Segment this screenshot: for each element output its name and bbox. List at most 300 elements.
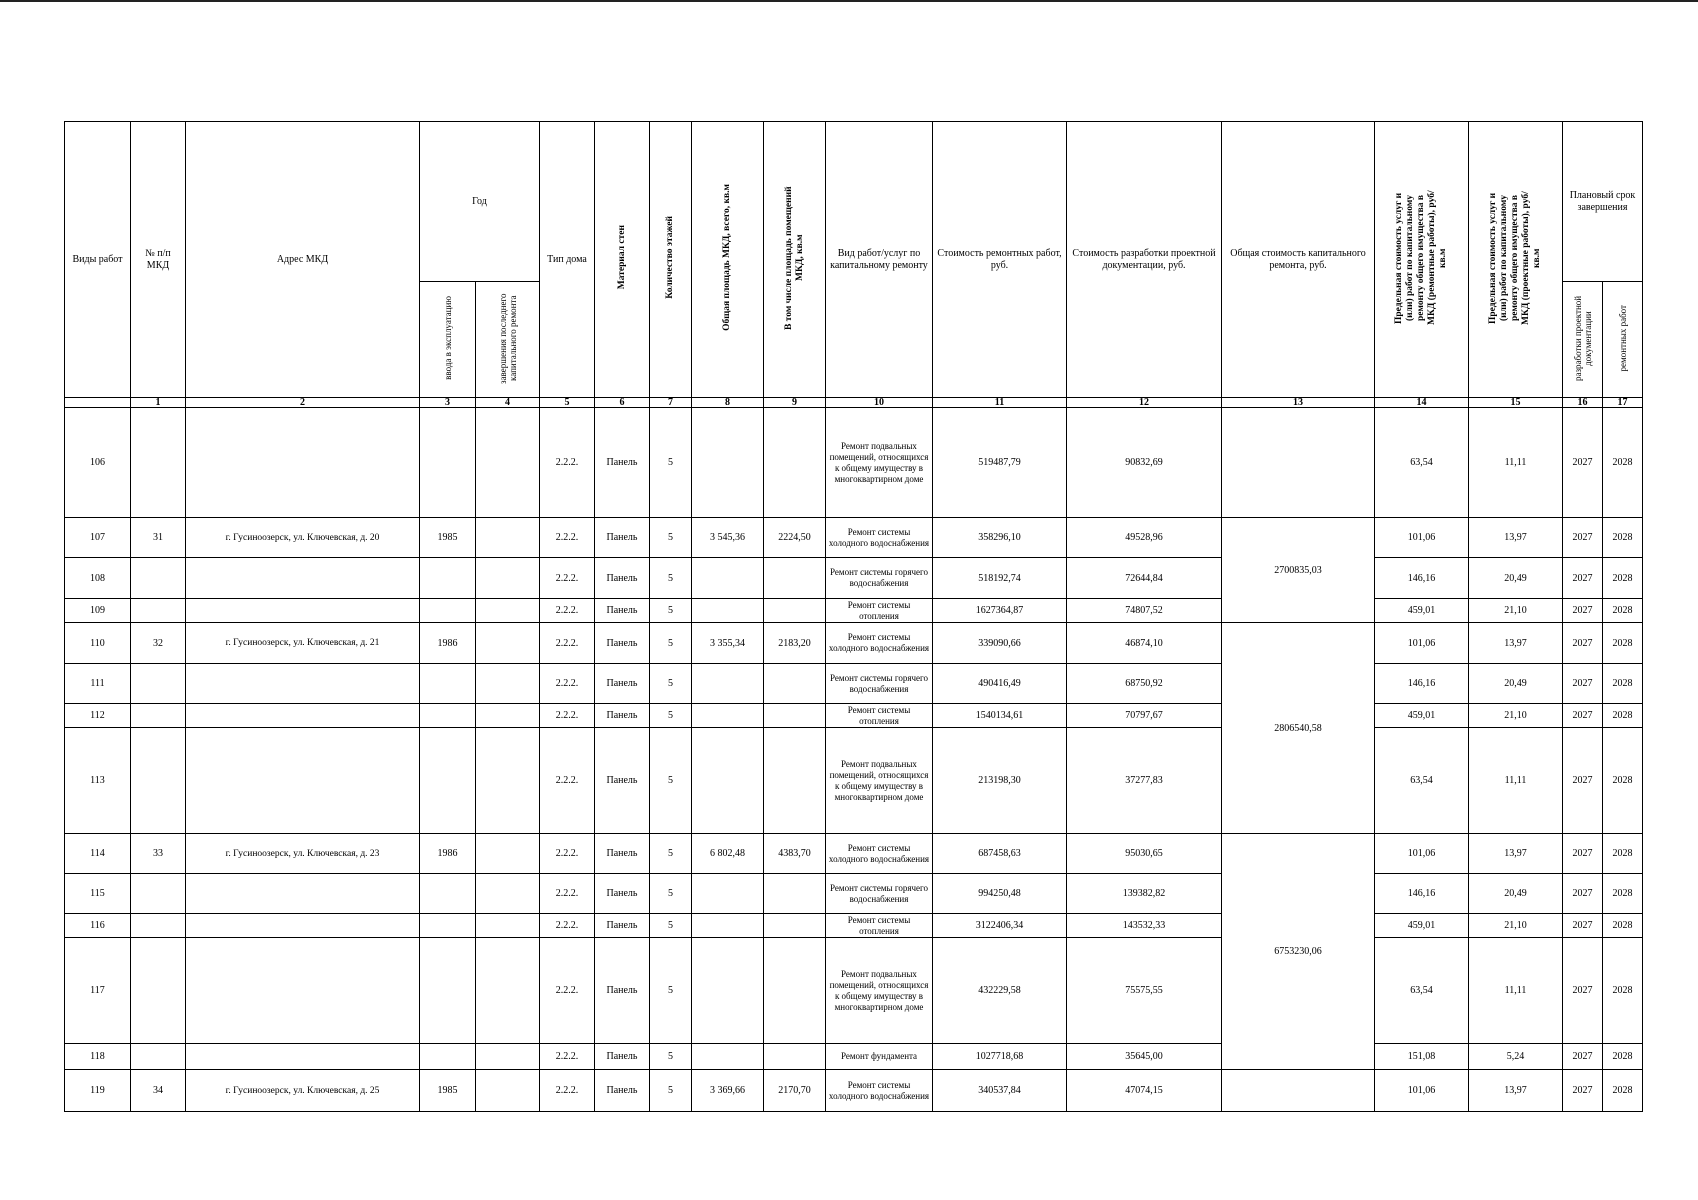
column-number: 5 — [540, 398, 595, 408]
row-year-commission — [420, 914, 476, 938]
row-year-last-repair — [476, 728, 540, 834]
row-service: Ремонт системы холодного водоснабжения — [826, 1070, 933, 1112]
row-service: Ремонт системы горячего водоснабжения — [826, 558, 933, 599]
row-area-premises — [764, 874, 826, 914]
row-service: Ремонт системы отопления — [826, 704, 933, 728]
row-address: г. Гусиноозерск, ул. Ключевская, д. 25 — [186, 1070, 420, 1112]
row-limit-design: 21,10 — [1469, 599, 1563, 623]
table-row — [65, 1044, 1643, 1070]
row-wall-material: Панель — [595, 914, 650, 938]
row-deadline-design: 2027 — [1563, 834, 1603, 874]
row-deadline-design: 2027 — [1563, 623, 1603, 664]
row-design-cost: 139382,82 — [1067, 874, 1222, 914]
row-area-total: 3 545,36 — [692, 518, 764, 558]
header-area-premises-text: В том числе площадь помещений МКД, кв.м — [783, 185, 805, 330]
row-year-commission: 1985 — [420, 518, 476, 558]
row-wall-material: Панель — [595, 704, 650, 728]
row-deadline-repair: 2028 — [1603, 664, 1643, 704]
column-number: 13 — [1222, 398, 1375, 408]
header-wall-text: Материал стен — [616, 225, 627, 290]
row-year-commission — [420, 1044, 476, 1070]
row-total-cost: 2806540,58 — [1222, 623, 1375, 834]
row-design-cost: 90832,69 — [1067, 408, 1222, 518]
table-row — [65, 1070, 1643, 1112]
row-address — [186, 704, 420, 728]
row-limit-design: 13,97 — [1469, 1070, 1563, 1112]
header-house-type: Тип дома — [540, 122, 595, 398]
row-address: г. Гусиноозерск, ул. Ключевская, д. 23 — [186, 834, 420, 874]
row-design-cost: 46874,10 — [1067, 623, 1222, 664]
row-address — [186, 408, 420, 518]
header-floors-text: Количество этажей — [665, 216, 675, 299]
row-limit-repair: 101,06 — [1375, 518, 1469, 558]
row-limit-design: 13,97 — [1469, 518, 1563, 558]
row-year-commission — [420, 704, 476, 728]
row-deadline-design: 2027 — [1563, 914, 1603, 938]
row-design-cost: 35645,00 — [1067, 1044, 1222, 1070]
header-area-premises — [764, 122, 826, 398]
row-repair-cost: 340537,84 — [933, 1070, 1067, 1112]
row-deadline-design: 2027 — [1563, 1070, 1603, 1112]
row-area-premises — [764, 938, 826, 1044]
row-design-cost: 37277,83 — [1067, 728, 1222, 834]
row-floors: 5 — [650, 704, 692, 728]
row-area-premises — [764, 558, 826, 599]
row-limit-design: 11,11 — [1469, 728, 1563, 834]
row-wall-material: Панель — [595, 1070, 650, 1112]
row-year-commission: 1986 — [420, 623, 476, 664]
row-repair-cost: 994250,48 — [933, 874, 1067, 914]
row-wall-material: Панель — [595, 938, 650, 1044]
header-deadline-repair-text: ремонтных работ — [1617, 304, 1628, 372]
row-year-last-repair — [476, 834, 540, 874]
row-house-type: 2.2.2. — [540, 728, 595, 834]
row-house-number — [131, 874, 186, 914]
row-wall-material: Панель — [595, 558, 650, 599]
row-address — [186, 664, 420, 704]
row-wall-material: Панель — [595, 1044, 650, 1070]
row-deadline-repair: 2028 — [1603, 874, 1643, 914]
row-address — [186, 874, 420, 914]
row-floors: 5 — [650, 599, 692, 623]
row-limit-design: 20,49 — [1469, 874, 1563, 914]
header-repair-cost: Стоимость ремонтных работ, руб. — [933, 122, 1067, 398]
row-deadline-repair: 2028 — [1603, 914, 1643, 938]
row-limit-repair: 63,54 — [1375, 728, 1469, 834]
header-deadline-design-text: разработки проектной документации — [1572, 295, 1593, 381]
header-area-total — [692, 122, 764, 398]
row-year-last-repair — [476, 623, 540, 664]
row-house-type: 2.2.2. — [540, 408, 595, 518]
row-area-total — [692, 938, 764, 1044]
row-area-premises — [764, 599, 826, 623]
row-area-total: 3 355,34 — [692, 623, 764, 664]
row-house-number: 31 — [131, 518, 186, 558]
table-row — [65, 704, 1643, 728]
row-year-commission — [420, 664, 476, 704]
row-design-cost: 68750,92 — [1067, 664, 1222, 704]
column-number: 11 — [933, 398, 1067, 408]
row-repair-cost: 1027718,68 — [933, 1044, 1067, 1070]
header-deadline-repair — [1603, 282, 1643, 398]
header-num: № п/п МКД — [131, 122, 186, 398]
column-number — [65, 398, 131, 408]
row-repair-cost: 1627364,87 — [933, 599, 1067, 623]
row-year-last-repair — [476, 874, 540, 914]
row-year-last-repair — [476, 914, 540, 938]
row-wall-material: Панель — [595, 623, 650, 664]
row-deadline-repair: 2028 — [1603, 558, 1643, 599]
header-deadline: Плановый срок завершения — [1563, 122, 1643, 282]
row-house-number: 34 — [131, 1070, 186, 1112]
row-year-commission — [420, 558, 476, 599]
header-floors — [650, 122, 692, 398]
row-year-last-repair — [476, 704, 540, 728]
row-area-total: 6 802,48 — [692, 834, 764, 874]
row-limit-design: 21,10 — [1469, 914, 1563, 938]
row-deadline-repair: 2028 — [1603, 938, 1643, 1044]
row-area-premises: 2170,70 — [764, 1070, 826, 1112]
row-area-premises: 2224,50 — [764, 518, 826, 558]
header-address: Адрес МКД — [186, 122, 420, 398]
header-year-last-repair-text: завершения последнего капитального ремонта — [497, 292, 518, 384]
row-limit-repair: 101,06 — [1375, 1070, 1469, 1112]
header-work-type: Виды работ — [65, 122, 131, 398]
row-deadline-repair: 2028 — [1603, 623, 1643, 664]
row-repair-cost: 687458,63 — [933, 834, 1067, 874]
row-deadline-design: 2027 — [1563, 728, 1603, 834]
row-floors: 5 — [650, 1044, 692, 1070]
row-year-last-repair — [476, 408, 540, 518]
header-deadline-design — [1563, 282, 1603, 398]
row-limit-repair: 63,54 — [1375, 938, 1469, 1044]
row-house-type: 2.2.2. — [540, 599, 595, 623]
row-year-commission — [420, 599, 476, 623]
row-address — [186, 599, 420, 623]
row-service: Ремонт системы отопления — [826, 914, 933, 938]
table-row — [65, 834, 1643, 874]
row-repair-cost: 358296,10 — [933, 518, 1067, 558]
header-service: Вид работ/услуг по капитальному ремонту — [826, 122, 933, 398]
row-repair-cost: 1540134,61 — [933, 704, 1067, 728]
row-area-premises — [764, 728, 826, 834]
row-id: 113 — [65, 728, 131, 834]
row-address — [186, 938, 420, 1044]
row-limit-design: 11,11 — [1469, 408, 1563, 518]
table-row — [65, 623, 1643, 664]
row-repair-cost: 519487,79 — [933, 408, 1067, 518]
row-area-premises — [764, 914, 826, 938]
row-wall-material: Панель — [595, 664, 650, 704]
row-design-cost: 72644,84 — [1067, 558, 1222, 599]
row-id: 112 — [65, 704, 131, 728]
row-deadline-design: 2027 — [1563, 664, 1603, 704]
row-repair-cost: 3122406,34 — [933, 914, 1067, 938]
row-house-number — [131, 599, 186, 623]
row-floors: 5 — [650, 914, 692, 938]
row-floors: 5 — [650, 518, 692, 558]
row-wall-material: Панель — [595, 834, 650, 874]
header-area-total-text: Общая площадь МКД, всего, кв.м — [722, 184, 732, 331]
row-id: 109 — [65, 599, 131, 623]
row-deadline-repair: 2028 — [1603, 1070, 1643, 1112]
row-repair-cost: 213198,30 — [933, 728, 1067, 834]
table-row — [65, 518, 1643, 558]
row-floors: 5 — [650, 623, 692, 664]
row-house-type: 2.2.2. — [540, 938, 595, 1044]
row-address — [186, 1044, 420, 1070]
row-limit-repair: 101,06 — [1375, 834, 1469, 874]
row-wall-material: Панель — [595, 599, 650, 623]
row-area-premises — [764, 704, 826, 728]
row-year-last-repair — [476, 1044, 540, 1070]
column-number: 6 — [595, 398, 650, 408]
row-service: Ремонт подвальных помещений, относящихся к общему имуществу в многоквартирном доме — [826, 728, 933, 834]
row-limit-repair: 146,16 — [1375, 664, 1469, 704]
row-design-cost: 143532,33 — [1067, 914, 1222, 938]
row-house-number — [131, 1044, 186, 1070]
row-deadline-design: 2027 — [1563, 518, 1603, 558]
row-year-last-repair — [476, 599, 540, 623]
row-repair-cost: 339090,66 — [933, 623, 1067, 664]
row-service: Ремонт системы холодного водоснабжения — [826, 834, 933, 874]
table-row — [65, 874, 1643, 914]
column-number: 17 — [1603, 398, 1643, 408]
row-limit-design: 11,11 — [1469, 938, 1563, 1044]
row-repair-cost: 432229,58 — [933, 938, 1067, 1044]
row-wall-material: Панель — [595, 518, 650, 558]
row-house-number — [131, 408, 186, 518]
header-wall — [595, 122, 650, 398]
row-total-cost — [1222, 1070, 1375, 1112]
row-house-type: 2.2.2. — [540, 874, 595, 914]
row-house-number — [131, 938, 186, 1044]
row-id: 110 — [65, 623, 131, 664]
header-limit-design-text: Предельная стоимость услуг и (или) работ по капитальному ремонту общего имущества в МКД (проектные работы), руб/кв.м — [1488, 190, 1542, 325]
table-row — [65, 599, 1643, 623]
table-row — [65, 558, 1643, 599]
header-year: Год — [420, 122, 540, 282]
row-limit-design: 13,97 — [1469, 834, 1563, 874]
row-deadline-design: 2027 — [1563, 874, 1603, 914]
row-house-number — [131, 664, 186, 704]
header-year-commission-text: ввода в эксплуатацию — [442, 296, 453, 380]
column-number: 7 — [650, 398, 692, 408]
row-limit-repair: 63,54 — [1375, 408, 1469, 518]
row-area-total: 3 369,66 — [692, 1070, 764, 1112]
row-limit-repair: 459,01 — [1375, 599, 1469, 623]
row-deadline-design: 2027 — [1563, 558, 1603, 599]
row-area-total — [692, 558, 764, 599]
row-design-cost: 74807,52 — [1067, 599, 1222, 623]
column-number-row — [65, 398, 1643, 408]
row-deadline-repair: 2028 — [1603, 834, 1643, 874]
row-limit-design: 20,49 — [1469, 664, 1563, 704]
row-deadline-design: 2027 — [1563, 599, 1603, 623]
column-number: 2 — [186, 398, 420, 408]
row-year-commission: 1985 — [420, 1070, 476, 1112]
row-floors: 5 — [650, 834, 692, 874]
row-floors: 5 — [650, 728, 692, 834]
row-year-commission: 1986 — [420, 834, 476, 874]
row-year-commission — [420, 874, 476, 914]
row-id: 118 — [65, 1044, 131, 1070]
row-design-cost: 47074,15 — [1067, 1070, 1222, 1112]
column-number: 12 — [1067, 398, 1222, 408]
row-id: 111 — [65, 664, 131, 704]
row-id: 117 — [65, 938, 131, 1044]
column-number: 16 — [1563, 398, 1603, 408]
row-total-cost: 6753230,06 — [1222, 834, 1375, 1070]
row-limit-repair: 151,08 — [1375, 1044, 1469, 1070]
row-deadline-repair: 2028 — [1603, 728, 1643, 834]
row-year-last-repair — [476, 664, 540, 704]
row-id: 119 — [65, 1070, 131, 1112]
row-deadline-design: 2027 — [1563, 938, 1603, 1044]
row-design-cost: 95030,65 — [1067, 834, 1222, 874]
row-repair-cost: 490416,49 — [933, 664, 1067, 704]
row-area-total — [692, 408, 764, 518]
header-limit-repair — [1375, 122, 1469, 398]
row-limit-repair: 459,01 — [1375, 914, 1469, 938]
row-house-type: 2.2.2. — [540, 623, 595, 664]
row-year-last-repair — [476, 938, 540, 1044]
row-limit-repair: 101,06 — [1375, 623, 1469, 664]
row-wall-material: Панель — [595, 728, 650, 834]
row-total-cost — [1222, 408, 1375, 518]
header-limit-design — [1469, 122, 1563, 398]
row-floors: 5 — [650, 938, 692, 1044]
row-year-commission — [420, 408, 476, 518]
header-row-main — [65, 122, 1643, 282]
top-border-line — [0, 0, 1698, 2]
row-house-type: 2.2.2. — [540, 1070, 595, 1112]
row-house-number: 33 — [131, 834, 186, 874]
row-deadline-design: 2027 — [1563, 408, 1603, 518]
row-area-total — [692, 704, 764, 728]
row-year-last-repair — [476, 558, 540, 599]
row-address — [186, 558, 420, 599]
column-number: 3 — [420, 398, 476, 408]
column-number: 15 — [1469, 398, 1563, 408]
row-house-type: 2.2.2. — [540, 1044, 595, 1070]
row-area-total — [692, 664, 764, 704]
row-address — [186, 914, 420, 938]
table-row — [65, 914, 1643, 938]
row-service: Ремонт системы горячего водоснабжения — [826, 664, 933, 704]
row-floors: 5 — [650, 664, 692, 704]
row-address: г. Гусиноозерск, ул. Ключевская, д. 21 — [186, 623, 420, 664]
row-house-number — [131, 704, 186, 728]
row-limit-design: 13,97 — [1469, 623, 1563, 664]
row-house-type: 2.2.2. — [540, 914, 595, 938]
row-area-premises: 4383,70 — [764, 834, 826, 874]
row-service: Ремонт подвальных помещений, относящихся к общему имуществу в многоквартирном доме — [826, 938, 933, 1044]
header-limit-repair-text: Предельная стоимость услуг и (или) работ по капитальному ремонту общего имущества в МКД (ремонтные работы), руб/кв.м — [1394, 190, 1448, 325]
row-year-commission — [420, 938, 476, 1044]
row-design-cost: 75575,55 — [1067, 938, 1222, 1044]
row-service: Ремонт подвальных помещений, относящихся к общему имуществу в многоквартирном доме — [826, 408, 933, 518]
row-id: 116 — [65, 914, 131, 938]
row-area-premises: 2183,20 — [764, 623, 826, 664]
row-address: г. Гусиноозерск, ул. Ключевская, д. 20 — [186, 518, 420, 558]
row-address — [186, 728, 420, 834]
row-deadline-repair: 2028 — [1603, 599, 1643, 623]
row-limit-design: 20,49 — [1469, 558, 1563, 599]
column-number: 9 — [764, 398, 826, 408]
row-limit-design: 21,10 — [1469, 704, 1563, 728]
table-row — [65, 664, 1643, 704]
row-house-type: 2.2.2. — [540, 558, 595, 599]
row-floors: 5 — [650, 408, 692, 518]
row-house-type: 2.2.2. — [540, 704, 595, 728]
row-area-premises — [764, 664, 826, 704]
row-area-total — [692, 1044, 764, 1070]
row-deadline-repair: 2028 — [1603, 408, 1643, 518]
header-total-cost: Общая стоимость капитального ремонта, руб. — [1222, 122, 1375, 398]
row-service: Ремонт системы холодного водоснабжения — [826, 623, 933, 664]
row-house-number — [131, 728, 186, 834]
row-limit-design: 5,24 — [1469, 1044, 1563, 1070]
row-id: 115 — [65, 874, 131, 914]
row-deadline-design: 2027 — [1563, 704, 1603, 728]
column-number: 14 — [1375, 398, 1469, 408]
column-number: 10 — [826, 398, 933, 408]
row-id: 107 — [65, 518, 131, 558]
column-number: 8 — [692, 398, 764, 408]
row-area-premises — [764, 408, 826, 518]
row-house-type: 2.2.2. — [540, 834, 595, 874]
table-row — [65, 938, 1643, 1044]
row-limit-repair: 459,01 — [1375, 704, 1469, 728]
row-limit-repair: 146,16 — [1375, 558, 1469, 599]
row-house-number: 32 — [131, 623, 186, 664]
row-service: Ремонт системы отопления — [826, 599, 933, 623]
row-year-commission — [420, 728, 476, 834]
header-year-commission — [420, 282, 476, 398]
header-design-cost: Стоимость разработки проектной документации, руб. — [1067, 122, 1222, 398]
row-service: Ремонт системы горячего водоснабжения — [826, 874, 933, 914]
table-row — [65, 728, 1643, 834]
row-limit-repair: 146,16 — [1375, 874, 1469, 914]
row-wall-material: Панель — [595, 874, 650, 914]
row-floors: 5 — [650, 1070, 692, 1112]
row-floors: 5 — [650, 874, 692, 914]
row-deadline-repair: 2028 — [1603, 704, 1643, 728]
row-deadline-repair: 2028 — [1603, 1044, 1643, 1070]
header-year-last-repair — [476, 282, 540, 398]
capital-repair-table — [64, 121, 1643, 1112]
row-year-last-repair — [476, 518, 540, 558]
row-wall-material: Панель — [595, 408, 650, 518]
row-house-number — [131, 914, 186, 938]
row-id: 106 — [65, 408, 131, 518]
row-area-total — [692, 728, 764, 834]
row-area-total — [692, 874, 764, 914]
row-floors: 5 — [650, 558, 692, 599]
column-number: 1 — [131, 398, 186, 408]
row-total-cost: 2700835,03 — [1222, 518, 1375, 623]
row-repair-cost: 518192,74 — [933, 558, 1067, 599]
row-design-cost: 70797,67 — [1067, 704, 1222, 728]
row-area-total — [692, 599, 764, 623]
row-house-type: 2.2.2. — [540, 518, 595, 558]
row-service: Ремонт системы холодного водоснабжения — [826, 518, 933, 558]
row-id: 114 — [65, 834, 131, 874]
column-number: 4 — [476, 398, 540, 408]
row-id: 108 — [65, 558, 131, 599]
row-deadline-repair: 2028 — [1603, 518, 1643, 558]
